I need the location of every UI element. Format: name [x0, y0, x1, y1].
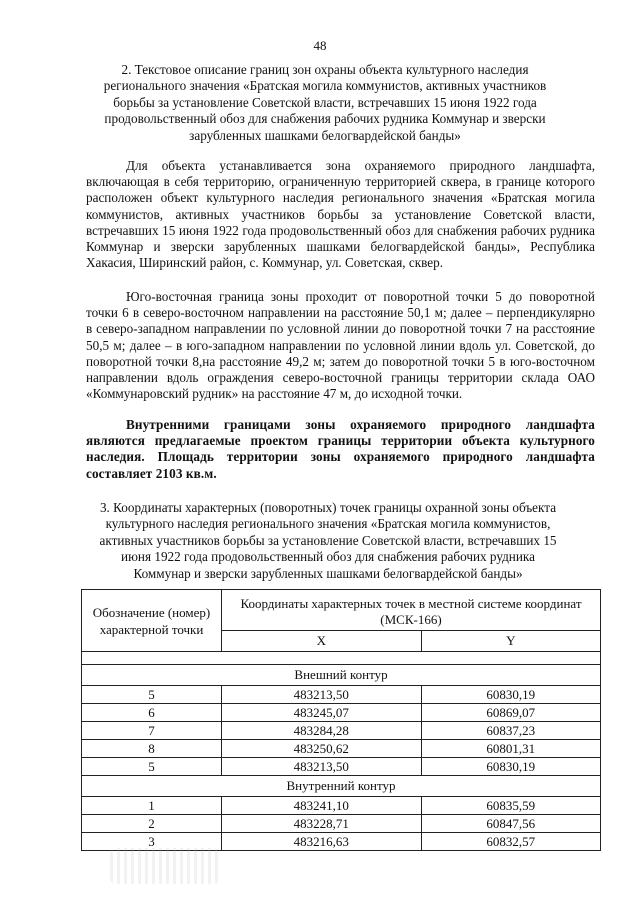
- x-cell: 483250,62: [222, 740, 422, 758]
- paragraph-inner-borders: [86, 417, 595, 482]
- outer-contour-row: [82, 665, 601, 686]
- y-cell: 60835,59: [421, 797, 600, 815]
- paragraph-zone-description: [86, 158, 595, 271]
- x-cell: 483216,63: [222, 833, 422, 851]
- x-cell: 483213,50: [222, 686, 422, 704]
- page-number: 48: [313, 38, 327, 53]
- outer-contour-title: Внешний контур: [82, 665, 601, 686]
- x-cell: 483245,07: [222, 704, 422, 722]
- table-row: [82, 722, 601, 740]
- table-spacer-row: [82, 652, 601, 665]
- y-cell: 60837,23: [421, 722, 600, 740]
- point-cell: 3: [82, 833, 222, 851]
- inner-contour-row: [82, 776, 601, 797]
- point-cell: 8: [82, 740, 222, 758]
- paragraph-text: Внутренними границами зоны охраняемого природного ландшафта являются предлагаемые проектом границы территории объекта культурного наследия. Площадь территории зоны охраняемого природного ландшафта составляет 2103 кв.м.: [86, 417, 595, 481]
- point-cell: 5: [82, 686, 222, 704]
- scan-artifact: [110, 848, 220, 884]
- table-header-row: [82, 590, 601, 631]
- header-coordinates-group: Координаты характерных точек в местной системе координат (МСК-166): [222, 590, 601, 631]
- coordinates-table: [81, 589, 601, 851]
- x-cell: 483228,71: [222, 815, 422, 833]
- point-cell: 7: [82, 722, 222, 740]
- header-y: Y: [421, 631, 600, 652]
- point-cell: 6: [82, 704, 222, 722]
- header-point-label: Обозначение (номер) характерной точки: [82, 590, 222, 652]
- x-cell: 483284,28: [222, 722, 422, 740]
- paragraph-text: Юго-восточная граница зоны проходит от поворотной точки 5 до поворотной точки 6 в северо-восточном направлении на расстояние 50,1 м; далее – перпендикулярно в северо-западном направлении по условной линии до поворотной точки 7 на расстояние 50,5 м; далее – в юго-западном направлении по условной линии вдоль ул. Советской, до поворотной точки 8,на расстояние 49,2 м; затем до поворотной точки 5 в юго-восточном направлении вдоль ограждения северо-восточной границы территории склада ОАО «Коммунаровский рудник» на расстояние 47 м, до исходной точки.: [86, 289, 595, 402]
- y-cell: 60832,57: [421, 833, 600, 851]
- point-cell: 1: [82, 797, 222, 815]
- y-cell: 60830,19: [421, 686, 600, 704]
- table-row: [82, 815, 601, 833]
- section-2-heading: 2. Текстовое описание границ зон охраны объекта культурного наследия регионального значения «Братская могила коммунистов, активных участников борьбы за установление Советской власти, встречавших 15 июня 1922 года продовольственный обоз для снабжения рабочих рудника Коммунар и зверски зарубленных шашками белогвардейской банды»: [103, 62, 547, 143]
- x-cell: 483241,10: [222, 797, 422, 815]
- inner-contour-title: Внутренний контур: [82, 776, 601, 797]
- paragraph-southeast-border: [86, 289, 595, 402]
- paragraph-text: Для объекта устанавливается зона охраняемого природного ландшафта, включающая в себя территорию, ограниченную территорией сквера, в границе которого расположен объект культурного наследия регионального значения «Братская могила коммунистов, активных участников борьбы за установление Советской власти, встречавших 15 июня 1922 года продовольственный обоз для снабжения рабочих рудника Коммунар и зверски зарубленных шашками белогвардейской банды», Республика Хакасия, Ширинский район, с. Коммунар, ул. Советская, сквер.: [86, 158, 595, 271]
- point-cell: 2: [82, 815, 222, 833]
- y-cell: 60801,31: [421, 740, 600, 758]
- y-cell: 60869,07: [421, 704, 600, 722]
- y-cell: 60830,19: [421, 758, 600, 776]
- y-cell: 60847,56: [421, 815, 600, 833]
- table-row: [82, 704, 601, 722]
- point-cell: 5: [82, 758, 222, 776]
- x-cell: 483213,50: [222, 758, 422, 776]
- table-row: [82, 740, 601, 758]
- table-row: [82, 686, 601, 704]
- header-x: X: [222, 631, 422, 652]
- section-3-heading: 3. Координаты характерных (поворотных) точек границы охранной зоны объекта культурного наследия регионального значения «Братская могила коммунистов, активных участников борьбы за установление Советской власти, встречавших 15 июня 1922 года продовольственный обоз для снабжения рабочих рудника Коммунар и зверски зарубленных шашками белогвардейской банды»: [99, 500, 557, 581]
- table-row: [82, 758, 601, 776]
- table-row: [82, 797, 601, 815]
